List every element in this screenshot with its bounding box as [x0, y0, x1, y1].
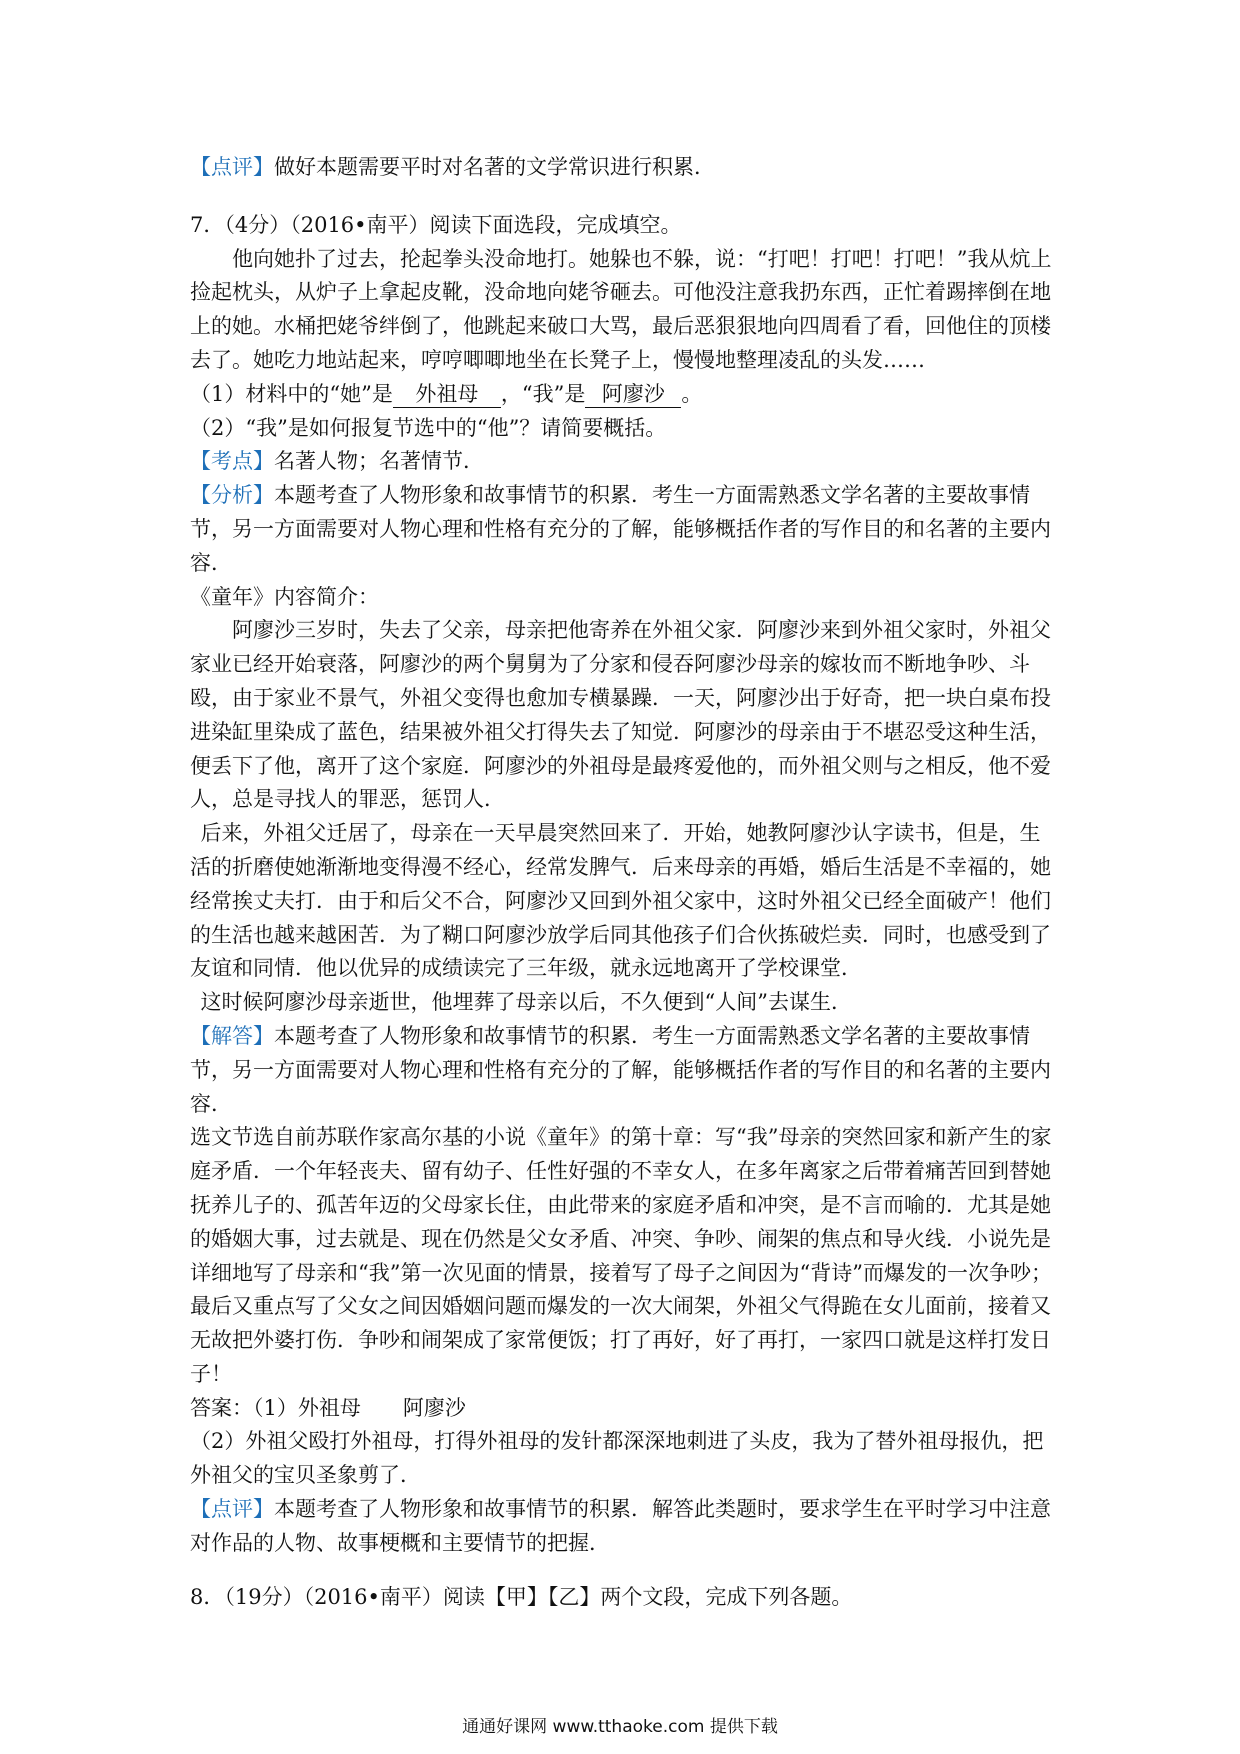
answer-line-1: 答案：（1）外祖母 阿廖沙: [190, 1395, 466, 1420]
dianping-tag: 【点评】: [190, 1497, 274, 1522]
jieda: [190, 1020, 1060, 1121]
sub1-prefix: （1）材料中的“她”是: [190, 381, 393, 406]
kaodian: [190, 445, 1060, 479]
summary-paragraph-1: 阿廖沙三岁时，失去了父亲，母亲把他寄养在外祖父家．阿廖沙来到外祖父家时，外祖父家业已经开始衰落，阿廖沙的两个舅舅为了分家和侵吞阿廖沙母亲的嫁妆而不断地争吵、斗殴，由于家业不景气，外祖父变得也愈加专横暴躁．一天，阿廖沙出于好奇，把一块白桌布投进染缸里染成了蓝色，结果被外祖父打得失去了知觉．阿廖沙的母亲由于不堪忍受这种生活，便丢下了他，离开了这个家庭．阿廖沙的外祖母是最疼爱他的，而外祖父则与之相反，他不爱人，总是寻找人的罪恶，惩罚人．: [190, 618, 1051, 812]
comment-tag: 【点评】: [190, 155, 274, 179]
question-7-passage: 他向她扑了过去，抡起拳头没命地打。她躲也不躲，说：“打吧！打吧！打吧！”我从炕上捡起枕头，从炉子上拿起皮靴，没命地向姥爷砸去。可他没注意我扔东西，正忙着踢摔倒在地上的她。水桶把姥爷绊倒了，他跳起来破口大骂，最后恶狠狠地向四周看了看，回他住的顶楼去了。她吃力地站起来，哼哼唧唧地坐在长凳子上，慢慢地整理凌乱的头发……: [190, 246, 1052, 372]
page-footer: 通通好课网 www.tthaoke.com 提供下载: [462, 1717, 778, 1737]
prev-comment: [190, 151, 1060, 185]
fenxi-text: 本题考查了人物形象和故事情节的积累．考生一方面需熟悉文学名著的主要故事情节，另一方面需要对人物心理和性格有充分的了解，能够概括作者的写作目的和名著的主要内容．: [190, 483, 1051, 575]
question-7-header: 7．（4分）（2016•南平）阅读下面选段，完成填空。: [190, 212, 682, 237]
document-body: [190, 151, 1060, 1614]
answer-blank-2: 阿廖沙: [585, 381, 681, 408]
question-8-header: 8．（19分）（2016•南平）阅读【甲】【乙】两个文段，完成下列各题。: [190, 1584, 853, 1609]
kaodian-tag: 【考点】: [190, 449, 274, 474]
jieda-paragraph-2: 选文节选自前苏联作家高尔基的小说《童年》的第十章：写“我”母亲的突然回家和新产生的家庭矛盾．一个年轻丧夫、留有幼子、任性好强的不幸女人，在多年离家之后带着痛苦回到替她抚养儿子的、孤苦年迈的父母家长住，由此带来的家庭矛盾和冲突，是不言而喻的．尤其是她的婚姻大事，过去就是、现在仍然是父女矛盾、冲突、争吵、闹架的焦点和导火线．小说先是详细地写了母亲和“我”第一次见面的情景，接着写了母子之间因为“背诗”而爆发的一次争吵；最后又重点写了父女之间因婚姻问题而爆发的一次大闹架，外祖父气得跪在女儿面前，接着又无故把外婆打伤．争吵和闹架成了家常便饭；打了再好，好了再打，一家四口就是这样打发日子！: [190, 1125, 1052, 1386]
jieda-tag: 【解答】: [190, 1023, 274, 1048]
question-7-sub1: [190, 378, 1060, 412]
question-7-sub2: （2）“我”是如何报复节选中的“他”？请简要概括。: [190, 415, 667, 440]
dianping: [190, 1493, 1060, 1561]
fenxi-tag: 【分析】: [190, 483, 274, 508]
summary-paragraph-2: 后来，外祖父迁居了，母亲在一天早晨突然回来了．开始，她教阿廖沙认字读书，但是，生活的折磨使她渐渐地变得漫不经心，经常发脾气．后来母亲的再婚，婚后生活是不幸福的，她经常挨丈夫打．由于和后父不合，阿廖沙又回到外祖父家中，这时外祖父已经全面破产！他们的生活也越来越困苦．为了糊口阿廖沙放学后同其他孩子们合伙拣破烂卖．同时，也感受到了友谊和同情．他以优异的成绩读完了三年级，就永远地离开了学校课堂．: [190, 821, 1051, 981]
dianping-text: 本题考查了人物形象和故事情节的积累．解答此类题时，要求学生在平时学习中注意对作品的人物、故事梗概和主要情节的把握．: [190, 1497, 1051, 1555]
jieda-text: 本题考查了人物形象和故事情节的积累．考生一方面需熟悉文学名著的主要故事情节，另一方面需要对人物心理和性格有充分的了解，能够概括作者的写作目的和名著的主要内容．: [190, 1023, 1051, 1116]
fenxi: [190, 479, 1060, 580]
summary-paragraph-3: 这时候阿廖沙母亲逝世，他埋葬了母亲以后，不久便到“人间”去谋生．: [200, 990, 852, 1015]
sub1-mid: ，“我”是: [500, 381, 586, 406]
answer-blank-1: 外祖母: [393, 381, 501, 408]
comment-text: 做好本题需要平时对名著的文学常识进行积累．: [274, 155, 715, 179]
answer-line-2: （2）外祖父殴打外祖母，打得外祖母的发针都深深地刺进了头皮，我为了替外祖母报仇，把外祖父的宝贝圣象剪了．: [190, 1429, 1044, 1488]
summary-title: 《童年》内容简介：: [190, 584, 379, 609]
sub1-suffix: 。: [681, 381, 703, 406]
kaodian-text: 名著人物；名著情节．: [274, 449, 484, 474]
